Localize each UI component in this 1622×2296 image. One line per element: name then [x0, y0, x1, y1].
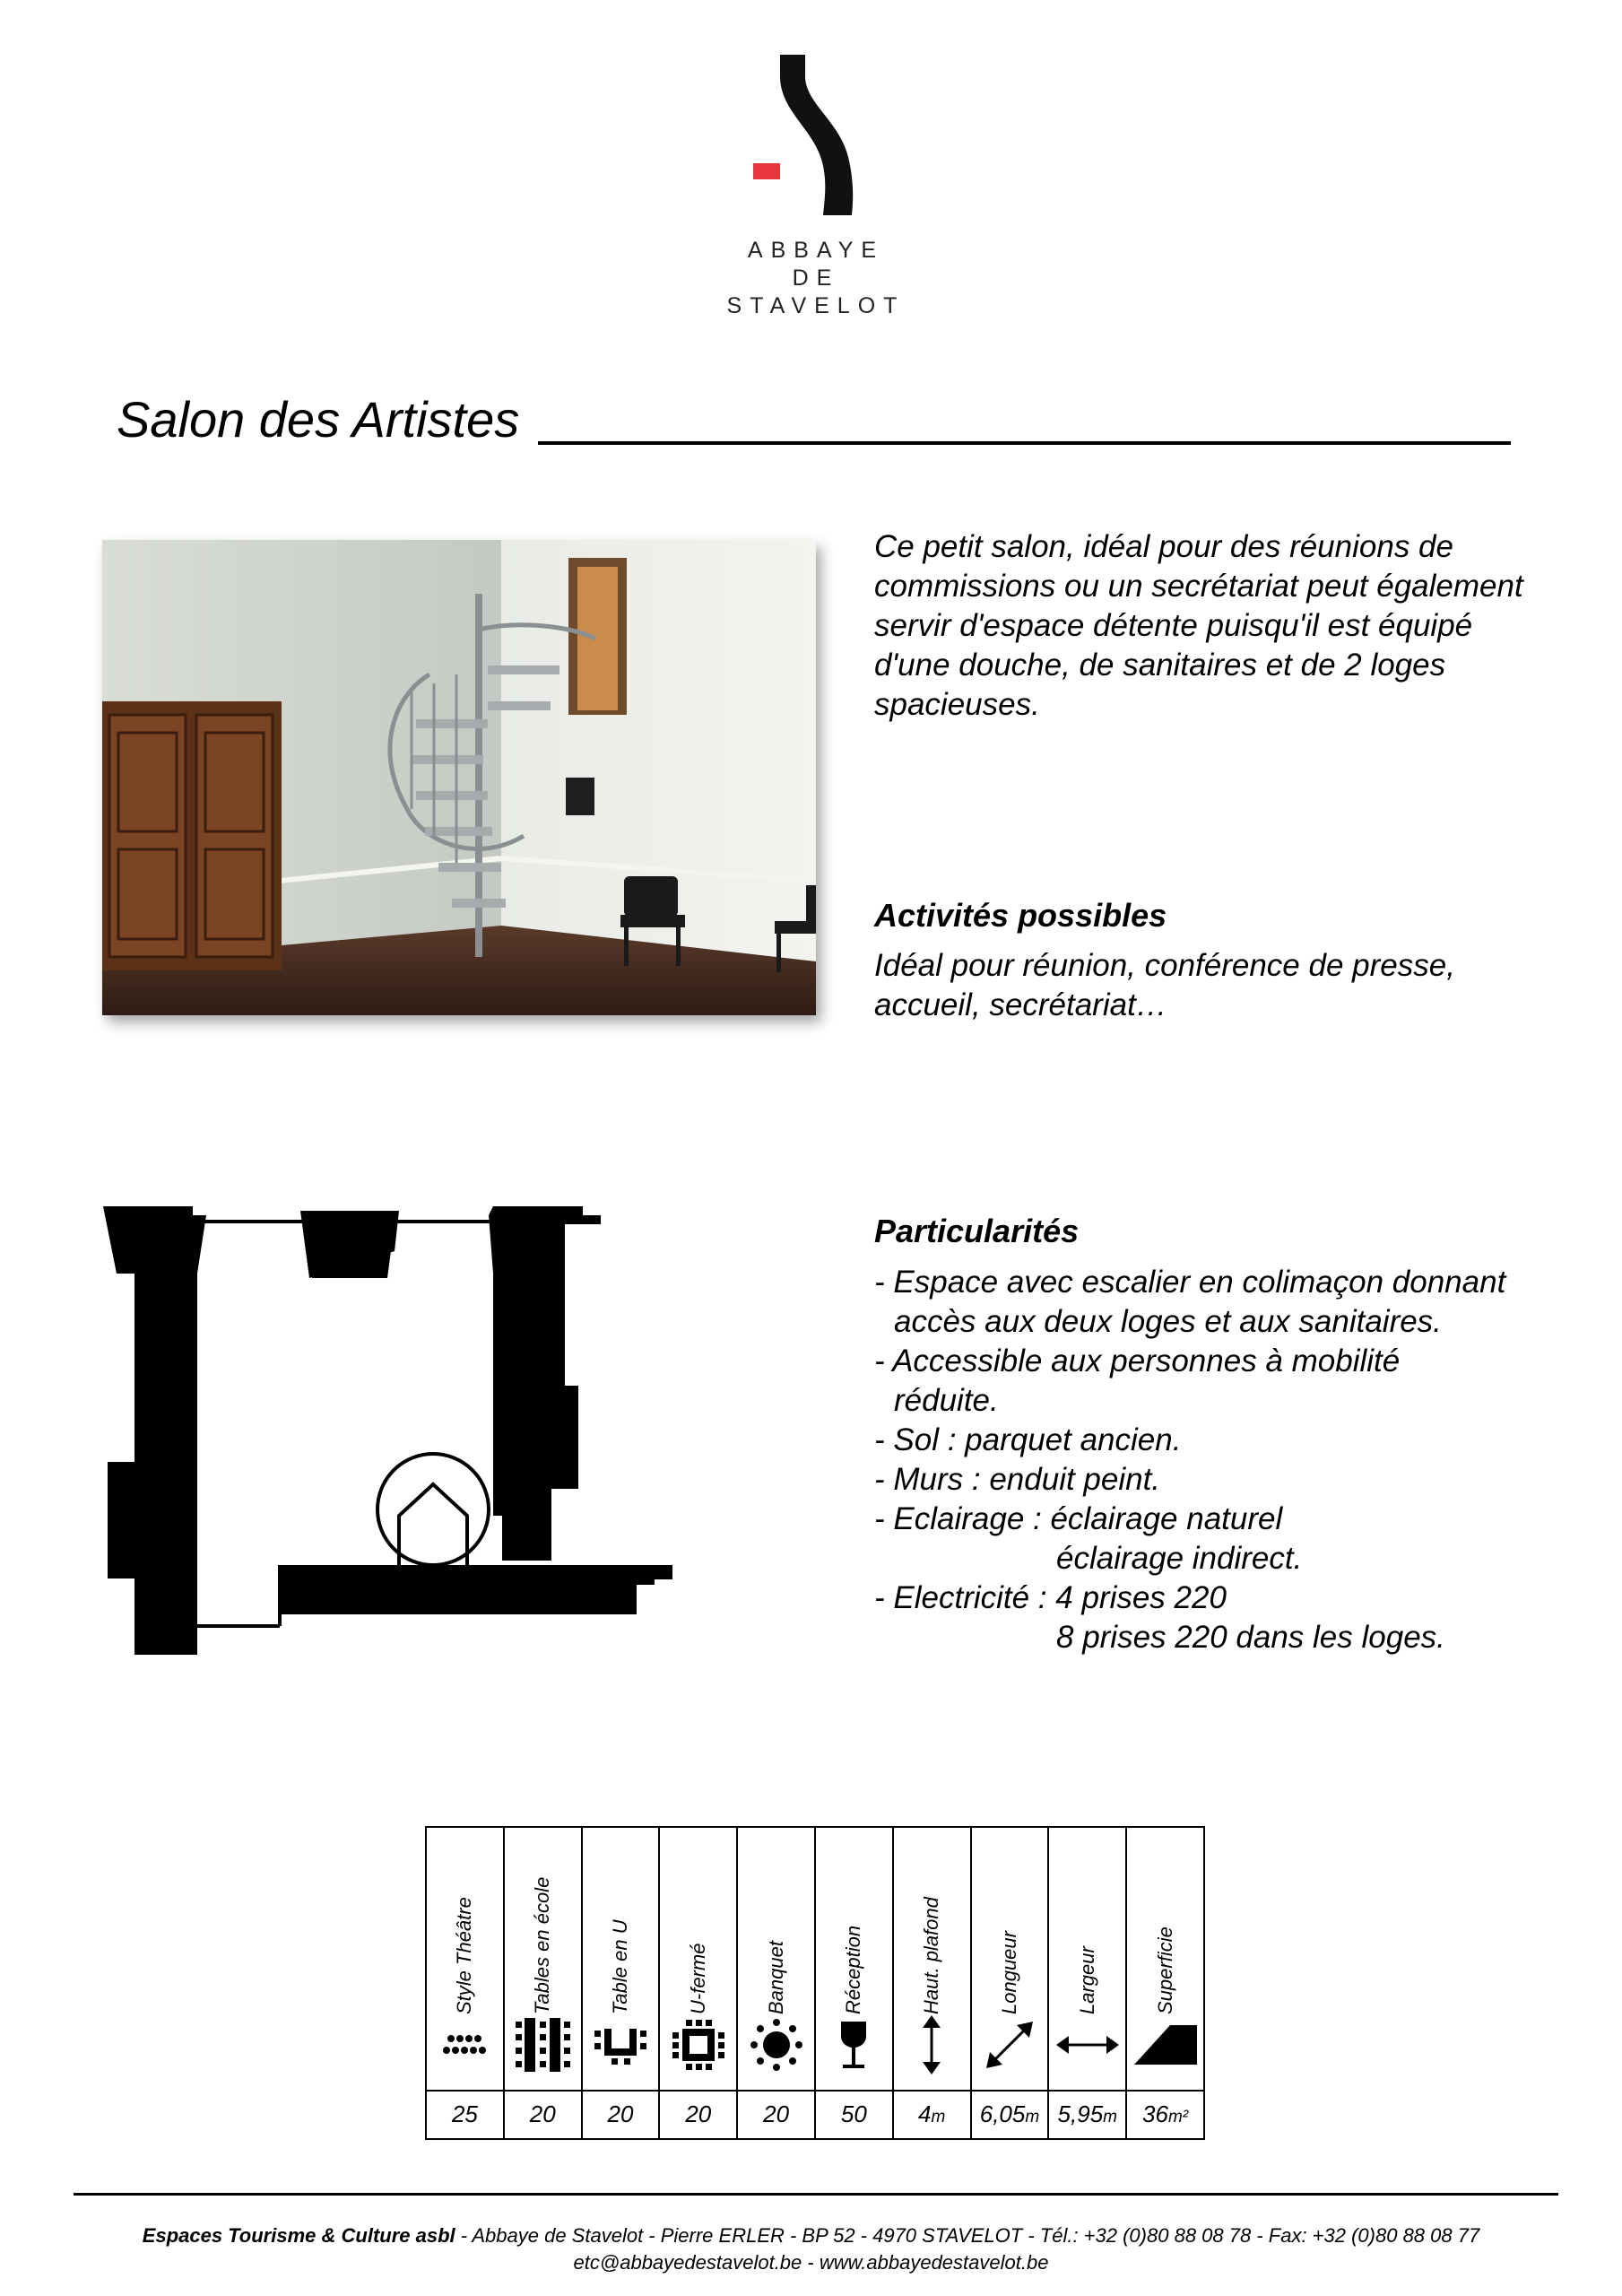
particularity-line: - Accessible aux personnes à mobilité: [874, 1344, 1401, 1378]
particularity-line: - Electricité : 4 prises 220: [874, 1580, 1227, 1615]
logo-mark-icon: [726, 49, 906, 229]
capacity-value: 6,05m: [972, 2090, 1048, 2138]
capacity-value: 20: [583, 2090, 659, 2138]
activities-text: Idéal pour réunion, conférence de presse, accueil, secrétariat…: [874, 948, 1455, 1022]
page-title: Salon des Artistes: [117, 391, 520, 448]
capacity-column-length: [972, 1828, 1050, 2138]
school-tables-icon: [505, 2018, 581, 2072]
capacity-column-width: [1049, 1828, 1127, 2138]
particularity-line: - Eclairage : éclairage naturel: [874, 1501, 1283, 1536]
abbaye-logo: [726, 49, 906, 332]
logo-text-line-2: DE: [792, 265, 840, 291]
footer-contact[interactable]: etc@abbayedestavelot.be - www.abbayedestavelot.be: [573, 2251, 1049, 2274]
capacity-label: Haut. plafond: [920, 1897, 943, 2014]
capacity-table: [425, 1826, 1205, 2140]
capacity-label: Largeur: [1075, 1946, 1098, 2014]
banquet-icon: [738, 2018, 814, 2072]
activities-heading: Activités possibles: [874, 897, 1167, 934]
ceiling-height-icon: [894, 2018, 970, 2072]
particularity-line: - Sol : parquet ancien.: [874, 1422, 1182, 1457]
capacity-value: 20: [660, 2090, 736, 2138]
capacity-label: Banquet: [764, 1941, 787, 2014]
capacity-value: 36m²: [1127, 2090, 1203, 2138]
capacity-label: Style Théâtre: [453, 1897, 476, 2014]
floor-plan: [99, 1206, 672, 1659]
length-icon: [972, 2018, 1048, 2072]
capacity-label: Tables en école: [531, 1876, 554, 2014]
capacity-label: Longueur: [997, 1931, 1020, 2014]
intro-paragraph: Ce petit salon, idéal pour des réunions de commissions ou un secrétariat peut également servir d'espace détente puisqu'il est équipé d'une douche, de sanitaires et de 2 loges spacieuses.: [874, 529, 1523, 722]
capacity-value: 20: [738, 2090, 814, 2138]
capacity-label: Réception: [842, 1925, 865, 2014]
particularities-list: [874, 1263, 1538, 1657]
particularity-line: - Espace avec escalier en colimaçon donnant: [874, 1265, 1506, 1300]
logo-text-line-3: STAVELOT: [726, 293, 906, 318]
surface-icon: [1127, 2018, 1203, 2072]
particularity-line: éclairage indirect.: [1056, 1541, 1303, 1576]
capacity-value: 25: [427, 2090, 503, 2138]
capacity-column-school: [505, 1828, 583, 2138]
particularity-line: accès aux deux loges et aux sanitaires.: [894, 1304, 1442, 1339]
width-icon: [1049, 2018, 1125, 2072]
u-table-icon: [583, 2018, 659, 2072]
capacity-value: 50: [816, 2090, 892, 2138]
particularity-line: 8 prises 220 dans les loges.: [1056, 1620, 1445, 1655]
capacity-column-banquet: [738, 1828, 816, 2138]
room-photo: [102, 540, 816, 1015]
capacity-column-surface: [1127, 1828, 1203, 2138]
capacity-column-closed-u: [660, 1828, 738, 2138]
footer-org: Espaces Tourisme & Culture asbl: [142, 2224, 455, 2247]
title-underline: [538, 441, 1511, 445]
capacity-column-ceiling-height: [894, 1828, 972, 2138]
capacity-label: U-fermé: [686, 1943, 709, 2014]
footer: [0, 2222, 1622, 2276]
reception-glass-icon: [816, 2018, 892, 2072]
footer-address: - Abbaye de Stavelot - Pierre ERLER - BP 52 - 4970 STAVELOT - Tél.: +32 (0)80 88 08 78 - Fax: +32 (0)80 88 08 77: [455, 2224, 1480, 2247]
capacity-label: Superficie: [1153, 1926, 1176, 2014]
particularity-line: - Murs : enduit peint.: [874, 1462, 1161, 1497]
capacity-column-u-table: [583, 1828, 661, 2138]
particularity-line: réduite.: [894, 1383, 999, 1418]
particularities-heading: Particularités: [874, 1213, 1080, 1249]
capacity-value: 20: [505, 2090, 581, 2138]
logo-text-line-1: ABBAYE: [747, 238, 885, 263]
capacity-label: Table en U: [608, 1919, 631, 2014]
closed-u-icon: [660, 2018, 736, 2072]
capacity-column-reception: [816, 1828, 894, 2138]
floor-plan-drawing-icon: [99, 1206, 672, 1659]
theatre-icon: [427, 2018, 503, 2072]
footer-divider: [74, 2193, 1558, 2196]
capacity-column-theatre: [427, 1828, 505, 2138]
capacity-value: 4m: [894, 2090, 970, 2138]
footer-line-1: [0, 2222, 1622, 2249]
capacity-value: 5,95m: [1049, 2090, 1125, 2138]
